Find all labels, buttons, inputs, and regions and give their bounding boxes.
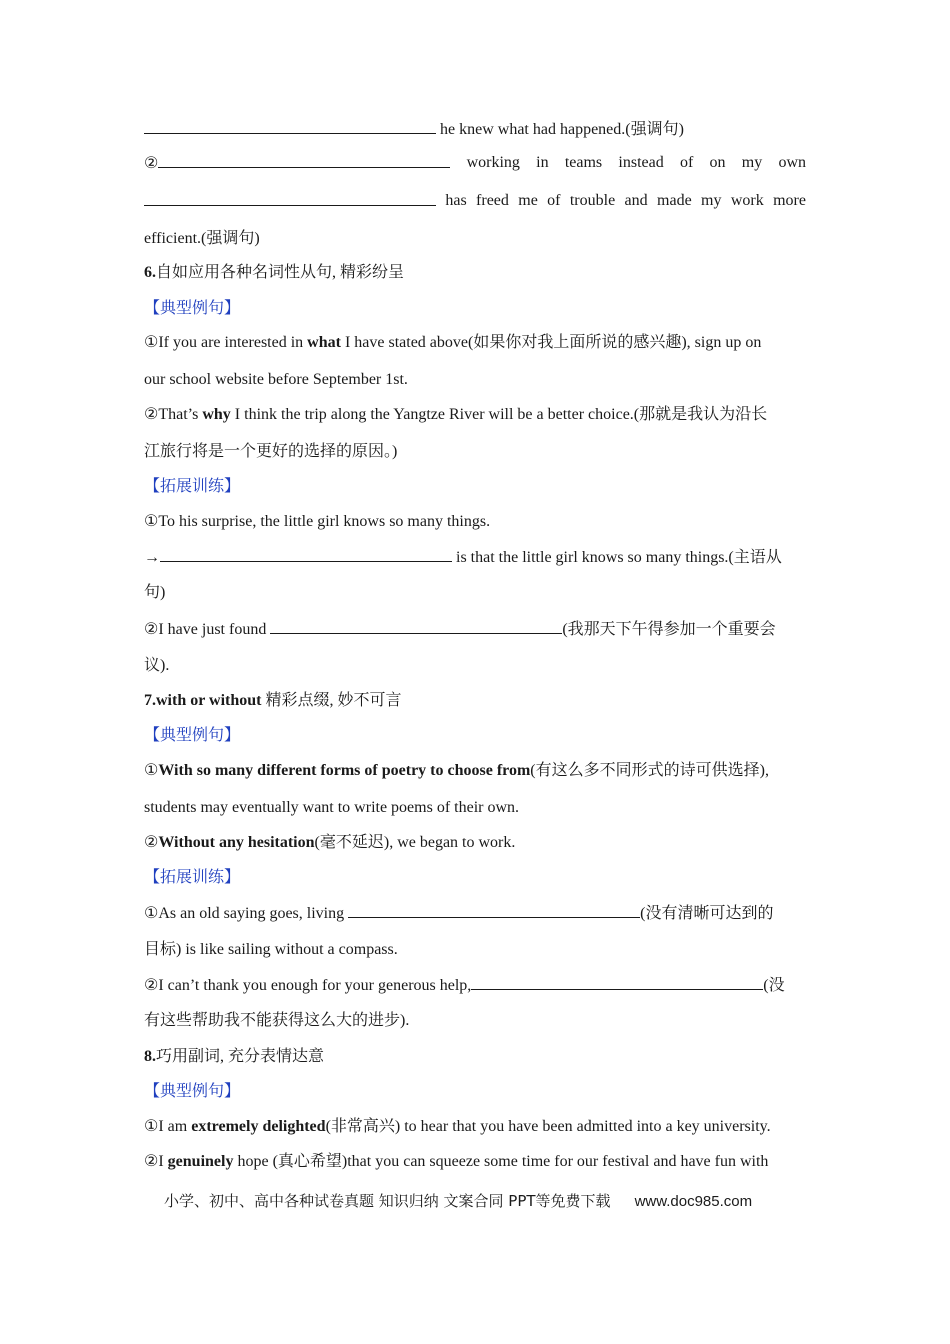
word: my	[741, 154, 763, 171]
item-number: ②	[144, 834, 159, 851]
doc-line	[144, 191, 806, 211]
word: freed	[476, 192, 509, 209]
line-text: ①If you are interested in	[144, 334, 308, 351]
doc-line: 句)	[144, 584, 166, 601]
line-text: I think the trip along the Yangtze River will be a better choice.(那就是我认为沿长	[230, 406, 768, 423]
bold-phrase: With so many different forms of poetry to choose from	[158, 762, 531, 779]
doc-line: our school website before September 1st.	[144, 371, 408, 388]
section-title: 精彩点缀, 妙不可言	[261, 692, 402, 709]
line-text: ②I	[144, 1153, 168, 1170]
doc-line	[144, 903, 806, 924]
example-tag: 【典型例句】	[144, 727, 241, 744]
word: my	[701, 192, 722, 209]
doc-line	[144, 119, 806, 140]
line-text: ②That’s	[144, 406, 203, 423]
line-text: ①As an old saying goes, living	[144, 905, 349, 922]
section-number: 8.	[144, 1048, 156, 1065]
line-text: I have stated above(如果你对我上面所说的感兴趣), sign up on	[340, 334, 762, 351]
footer-link[interactable]: www.doc985.com	[634, 1193, 753, 1210]
example-tag: 【典型例句】	[144, 1083, 241, 1100]
answer-blank[interactable]	[348, 903, 640, 918]
arrow-icon: →	[144, 549, 160, 566]
answer-blank[interactable]	[160, 547, 452, 562]
word: teams	[564, 154, 603, 171]
bold-phrase: genuinely	[167, 1153, 234, 1170]
doc-line	[144, 405, 806, 425]
doc-line	[144, 975, 806, 996]
answer-blank[interactable]	[158, 153, 450, 168]
doc-line	[144, 153, 806, 174]
line-text: ①I am	[144, 1118, 192, 1135]
doc-line	[144, 1117, 806, 1137]
line-text: (毫不延迟), we began to work.	[314, 834, 516, 851]
line-text: (没	[763, 977, 785, 994]
answer-blank[interactable]	[471, 975, 763, 990]
word: in	[536, 154, 549, 171]
word: instead	[618, 154, 664, 171]
answer-blank[interactable]	[270, 619, 562, 634]
doc-line	[144, 833, 806, 853]
word: of	[679, 154, 694, 171]
section-title: 巧用副词, 充分表情达意	[156, 1048, 325, 1065]
section-heading	[144, 263, 806, 283]
line-text: ②I have just found	[144, 621, 271, 638]
doc-line: ①To his surprise, the little girl knows so many things.	[144, 513, 491, 530]
doc-line: 议).	[144, 657, 170, 674]
line-text: efficient.(强调句)	[144, 230, 260, 247]
section-title: 自如应用各种名词性从句, 精彩纷呈	[156, 264, 405, 281]
bold-phrase: what	[307, 334, 341, 351]
doc-line	[144, 761, 806, 781]
answer-blank[interactable]	[144, 119, 436, 134]
word: working	[466, 154, 520, 171]
word: work	[730, 192, 764, 209]
word: has	[445, 192, 467, 209]
page-footer	[164, 1191, 752, 1212]
footer-text: 小学、初中、高中各种试卷真题 知识归纳 文案合同 PPT等免费下载	[164, 1192, 611, 1210]
word: more	[773, 192, 806, 209]
bold-phrase: Without any hesitation	[158, 834, 315, 851]
line-text: he knew what had happened.(强调句)	[440, 121, 684, 138]
doc-line	[144, 619, 806, 640]
word: own	[778, 154, 806, 171]
answer-blank[interactable]	[144, 191, 436, 206]
item-number: ①	[144, 762, 159, 779]
word: trouble	[569, 192, 616, 209]
practice-tag: 【拓展训练】	[144, 478, 241, 495]
word: of	[547, 192, 561, 209]
doc-line: 江旅行将是一个更好的选择的原因。)	[144, 443, 398, 460]
line-text: is that the little girl knows so many things.(主语从	[452, 549, 782, 566]
line-text: hope (真心希望)that you can squeeze some time for our festival and have fun with	[233, 1153, 769, 1170]
word: made	[657, 192, 692, 209]
bold-phrase: extremely delighted	[191, 1118, 326, 1135]
line-text: (没有清晰可达到的	[640, 905, 774, 922]
section-number: 7.	[144, 692, 156, 709]
section-number: 6.	[144, 264, 156, 281]
doc-line	[144, 547, 806, 568]
doc-line: 有这些帮助我不能获得这么大的进步).	[144, 1012, 410, 1029]
bold-phrase: why	[202, 406, 231, 423]
bold-phrase: with or without	[156, 692, 262, 709]
doc-line: students may eventually want to write poems of their own.	[144, 799, 520, 816]
doc-line	[144, 333, 806, 353]
section-heading	[144, 1047, 806, 1067]
example-tag: 【典型例句】	[144, 300, 241, 317]
line-text: (非常高兴) to hear that you have been admitted into a key university.	[325, 1118, 771, 1135]
item-number: ②	[144, 155, 159, 172]
word: and	[624, 192, 648, 209]
word: on	[709, 154, 726, 171]
line-text: (我那天下午得参加一个重要会	[562, 621, 776, 638]
doc-line	[144, 229, 806, 249]
line-segment	[144, 153, 450, 174]
line-text: (有这么多不同形式的诗可供选择),	[530, 762, 769, 779]
practice-tag: 【拓展训练】	[144, 869, 241, 886]
word: me	[518, 192, 538, 209]
doc-line	[144, 1152, 806, 1172]
section-heading	[144, 691, 806, 711]
line-text: ②I can’t thank you enough for your generous help,	[144, 977, 472, 994]
doc-line: 目标) is like sailing without a compass.	[144, 941, 398, 958]
